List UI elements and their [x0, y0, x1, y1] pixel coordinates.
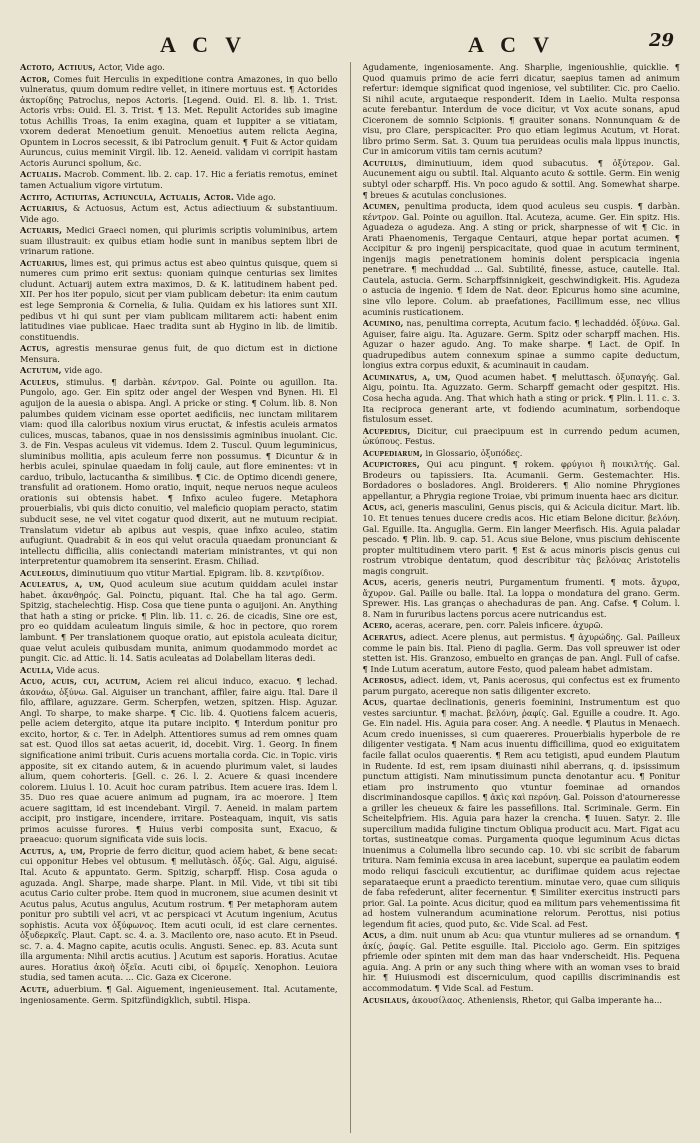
entry-headword: Actutum,: [20, 365, 62, 376]
left-column: [20, 62, 338, 1133]
dictionary-entry: [20, 343, 338, 364]
entry-headword: Acerosus,: [362, 675, 408, 686]
entry-text: stimulus. ¶ darbàn. κέντρον. Gal. Pointe ou aguillon. Ita. Pungolo, ago. Ger. Ein spitz oder angel der Wespen vnd Bynen. Hi. El aguijon de la auesia o abispa. Angl. A pricke or sting. ¶ Colum. lib. 8. Non palumbes quidem vicinam esse oportet aedificiis, nec iunctam militarem viam: quod illa caloribus noxium virus eructat, & infestis aculeis armatos culices, muscas, tabanos, quae in nos densissimis agminibus inuolant. Cic. 3. de Fin. Vespas aculeus vit videmus. Idem 2. Tuscul. Quum leguminicus, sluminibus mollitia, apis aculeum ferre non possumus. ¶ Dicuntur & in herbis aculei, spinulae quaedam in folij caule, aut flore eminentes: vt in carduo, tribulo, lactucantha & similibus. ¶ Cic. de Optimo dicendi genere, transfulit ad orationem. Homo oratio, inquit, neque neruos neque aculeos orationis sui obtensis habet. ¶ Infixo aculeo fugere. Metaphora prouerbialis, vbi quis dicto conuitio, vel maleficio quopiam peracto, statim subducit sese, ne vel vitet cogatur quod dixerit, aut ne mutuum recipiat. Translatum videtur ab apibus aut vespis, quae infixo aculeo, statim aufugiunt. Quadrabit & in eos qui velut oracula quaedam pronunciant & intellectu difficilia, aliis coniectandi materiam ministrantes, vt qui non interpretentur quamobrem ita senserint. Erasm. Chiliad.: [20, 376, 338, 567]
entry-text: Qui acu pingunt. ¶ rokem. φρύγιοι ἢ ποικιλτής. Gal. Brodeurs ou tapissiers. Ita. Acumanii. Germ. Gestemachter. His. Bordadores o bosladores. Angl. Broiderers. ¶ Alio nomine Phrygiones appellantur, a Phrygia regione Troiae, vbi primum inuenta haec ars dicitur.: [362, 459, 680, 501]
column-divider: [350, 62, 351, 1133]
dictionary-entry: [363, 620, 681, 631]
entry-text: Macrob. Comment. lib. 2. cap. 17. Hic a feriatis remotus, eminet tamen Actualium vigore virtutum.: [20, 169, 338, 191]
entry-headword: Aceratus,: [362, 631, 407, 642]
entry-headword: Actuarius,: [20, 257, 68, 268]
dictionary-entry: [363, 459, 681, 501]
dictionary-entry: [363, 448, 681, 459]
entry-text: penultima producta, idem quod aculeus seu cuspis. ¶ darbàn. κέντρον. Gal. Pointe ou aguillon. Ital. Acuteza, acume. Ger. Ein spitz. His. Aguadeza o agudeza. Ang. A sting or prick, sharpnesse of wit ¶ Cic. in Arati Phaenomenis, Tergaque Centauri, atque hepar portat acumen. ¶ Accipitur & pro ingenij perspicacitate, quod quae in acutum terminent, ingenijs magis penetrationem hominis dolent perspicacia ingenia penetrare. ¶ mechuddad ... Gal. Subtilité, finesse, astuce, cautelle. Ital. Cautela, astucia. Germ. Scharpffsinnigkeit, geschwindigkeit. His. Agudeza o astucia de ingenio. ¶ Idem de Nat. deor. Epicurus homo sine acumine, sine vllo lepore. Colum. ab praefationes, Facillimum esse, nec vllius acuminis rusticationem.: [362, 201, 680, 317]
entry-headword: Aculla,: [20, 664, 54, 675]
entry-headword: Actuaris,: [20, 225, 63, 236]
page-header: [20, 32, 680, 66]
dictionary-entry: [20, 665, 338, 676]
entry-headword: Actuarius,: [20, 203, 68, 214]
entry-headword: Acus,: [362, 577, 388, 588]
entry-text: Dicitur, cui praecipuum est in currendo pedum acumen, ὠκύπους. Festus.: [362, 425, 680, 447]
entry-text: agrestis mensurae genus fuit, de quo dictum est in dictione Mensura.: [20, 343, 338, 364]
entry-headword: Acupedius,: [362, 425, 411, 436]
dictionary-entry: [20, 225, 338, 257]
right-column: [363, 62, 681, 1133]
entry-text: Vide ago.: [233, 191, 276, 202]
dictionary-entry: [363, 995, 681, 1006]
entry-headword: Acus,: [362, 697, 388, 708]
entry-headword: Acupediarum,: [362, 447, 423, 458]
entry-text: in Glossario, ὀξυπόδες.: [422, 447, 523, 458]
entry-headword: Actor,: [20, 73, 50, 84]
entry-text: aci, generis masculini, Genus piscis, qui & Acicula dicitur. Mart. lib. 10. Et tenues tenues ducere credis acos. Hic etiam Belone dicitur. βελόνη. Gal. Eguille. Ita. Anguglia. Germ. Ein langer Meerfisch. His. Aguia paladar pescado. ¶ Plin. lib. 9. cap. 51. Acus siue Belone, vnus piscium dehiscente propter multitudinem vtero parit. ¶ Est & acus minoris piscis genus cui rostrum vtrobique dentatum, quod describitur τὰς βελόνας Aristotelis magis congruit.: [362, 502, 680, 576]
dictionary-entry: [363, 697, 681, 929]
dictionary-entry: [20, 377, 338, 567]
entry-text: diminutiuum, idem quod subacutus. ¶ ὀξύτερον. Gal. Aucunement aigu ou subtil. Ital. Alquanto acuto & sottile. Germ. Ein wenig subtyl oder scharpff. His. Vn poco agudo & sottil. Ang. Somewhat sharpe. ¶ breues & acutulas conclusiones.: [362, 157, 680, 200]
entry-text: Agudamente, ingeniosamente. Ang. Sharplie, ingenioushlie, quicklie. ¶ Quod quamuis primo de acie ferri dicatur, saepius tamen ad animum refertur: idemque significat quod ingeniose, vel subtiliter. Cic. pro Caelio. Si nihil acute, argutaeque responderit. Idem in Laelio. Multa responsa acute ferebantur. Interdum de voce dicitur, vt Vox acute sonans, apud Ciceronem de somnio Scipionis. ¶ grauiter sonans. Nonnunquam & de visu, pro Clare, perspicaciter. Pro quo etiam legimus Acutum, vt Horat. libro primo Serm. Sat. 3. Quum tua peruideas oculis mala lippus inunctis, Cur in amicorum vitiis tam cernis acutum?: [362, 62, 680, 157]
entry-text: Quod aculeum siue acutum quiddam aculei instar habet. ἀκανθηρός. Gal. Poinctu, piquant. Ital. Che ha tal ago. Germ. Spitzig, stachelechtig. Hisp. Cosa que tiene punta o aguijoni. An. Anything that hath a sting or pricke. ¶ Plin. lib. 11. c. 26. de cicadis, Sine ore est, pro eo quiddam aculeatum linguis simile, & hoc in pectore, quo rorem lambunt. ¶ Per translationem quoque oratio, aut epistola aculeata dicitur, quae velut aculeis quibusdam munita, animum quodammodo mordet ac pungit. Cic. ad Attic. li. 14. Satis aculeatas ad Dolabellam literas dedi.: [20, 579, 338, 664]
dictionary-entry: [363, 158, 681, 200]
entry-text: Actor, Vide ago.: [95, 62, 165, 72]
entry-headword: Aculeatus, a, um,: [20, 579, 105, 590]
entry-headword: Aculeolus,: [20, 567, 69, 578]
entry-headword: Acutus, a, um,: [20, 845, 86, 856]
entry-headword: Actito, Actiuitas, Actiuncula, Actualis, Actor.: [20, 191, 234, 202]
entry-text: Quod acumen habet. ¶ meluttasch. ὀξυπαγής. Gal. Aigu, pointu. Ita. Aguzzato. Germ. Scharpff gemacht oder gespitzt. His. Cosa hecha aguda. Ang. That which hath a sting or prick. ¶ Plin. l. 11. c. 3. Ita reciproca generant arte, vt fodiendo acuminatum, sorbendoque fistulosum esset.: [362, 371, 680, 425]
entry-text: Medici Graeci nomen, qui plurimis scriptis voluminibus, artem suam illustrauit: ex quibus etiam hodie sunt in manibus septem libri de vrinarum ratione.: [20, 225, 338, 257]
entry-headword: Acumen,: [362, 201, 400, 212]
dictionary-entry: [363, 930, 681, 993]
entry-text: quartae declinationis, generis foeminini, Instrumentum est quo vestes sarciuntur. ¶ machat. βελόνη, ῥαφίς. Gal. Eguille a coudre. It. Ago. Ge. Ein nadel. His. Aguia para coser. Ang. A needle. ¶ Plautus in Menaech. Acum credo inuenisses, si cum quaereres. Prouerbialis hyperbole de re diligenter vestigata. ¶ Nam acus inuentu difficillima, quod eo exiguitatem facile fallat oculos quaerentis. ¶ Rem acu tetigisti, apud eundem Plautum in Rudente. Id est, rem ipsam diuinasti nihil aberrans, q. d. ipsissimum punctum attigisti. Nam minutissimum puncta denotantur acu. ¶ Ponitur etiam pro instrumento quo vtuntur foeminae ad ornandos discriminandosque capillos. ¶ ἀκὶς καὶ περόνη. Gal. Poisson d'atourneresse a griller les cheueux & faire les passefillons. Ital. Scriminale. Germ. Ein Scheitelpfriem. His. Aguia para hazer la crencha. ¶ Iuuen. Satyr. 2. Ille supercilium madida fuligine tinctum Obliqua producit acu. Mart. Figat acu tortas, sustineatque comas. Purgamenta quoque leguminum Acus dictas inuenimus a Columella libro secundo cap. 10. vbi sic scribit de fabarum tritura. Nam feminia excusa in area iacebunt, superque ea paulatim eodem modo reliqui fasciculi excutientur, ac duriflimae quidem acus rejectae separataeque erunt a praedicto terentium. minutae vero, quae cum siliquis de faba refederunt, aliter fecernentur. ¶ Similiter exercitus instructi pars prior. Gal. La pointe. Acus dicitur, quod ea militum pars vehementissima fit ad hostem vulnerandum acuminatione relorum. Perottus, nisi potius legendum fit acies, quod puto, &c. Vide Scal. ad Fest.: [362, 697, 680, 929]
entry-headword: Acupictores,: [362, 459, 420, 470]
entry-headword: Acumino,: [362, 318, 404, 329]
entry-headword: Acutulus,: [362, 157, 407, 168]
entry-text: diminutiuum quo vtitur Martial. Epigram. lib. 8. κεντρίδιον.: [68, 567, 325, 578]
dictionary-entry: [363, 372, 681, 425]
dictionary-entry: [363, 426, 681, 447]
entry-headword: Acute,: [20, 984, 50, 995]
entry-text: a dim. nuit unum ab Acu: qua vtuntur mulieres ad se ornandum. ¶ ἀκίς, ῥαφίς. Gal. Petite esguille. Ital. Picciolo ago. Germ. Ein spitziges pfriemle oder spinten mit dem man das haar vnderscheidt. His. Pequena aguia. Ang. A prin or any such thing where with an woman vses to braid hir. ¶ Huiusmodi est discerniculum, quod capillis discriminandis est accommodatum. ¶ Vide Scal. ad Festum.: [362, 930, 680, 994]
entry-headword: Actoto, Actiuus,: [20, 62, 96, 72]
dictionary-entry: [363, 62, 681, 157]
dictionary-entry: [20, 203, 338, 224]
page-number: 29: [648, 30, 674, 51]
dictionary-entry: [20, 676, 338, 845]
text-columns: [20, 62, 680, 1133]
entry-text: Proprie de ferro dicitur, quod aciem habet, & bene secat: cui opponitur Hebes vel obtusum. ¶ mellutàsch. ὀξύς. Gal. Aigu, aiguisé. Ital. Acuto & appuntato. Germ. Spitzig, scharpff. Hisp. Cosa aguda o aguzada. Angl. Sharpe, made sharpe. Plant. in Mil. Vide, vt tibi sit tibi acutus Cario culter probe. Item quod in mucronem, siue acumen desinit vt Acutus palus, Acutus angulus, Acutum rostrum. ¶ Per metaphoram autem ponitur pro subtili vel acri, vt ac perspicaci vt Acutum ingenium, Acutus sophistis. Acuta vox ὀξύφωνος. Item acuti oculi, id est clare cernentes. ὀξυδερκεῖς. Plaut. Capt. sc. 4. a. 3. Macilento ore, naso acuto. Et in Pseud. sc. 7. a. 4. Magno capite, acutis oculis. Angusti. Senec. ep. 83. Acuta sunt illa argumenta: Nihil arctis acutius. ] Acutum est saporis. Horatius. Acutae aures. Horatius ἀκοὴ ὀξεῖα. Acuti cibi, οἱ δριμεῖς. Xenophon. Leuiora studia, sed tamen acuta. ... Cic. Gaza ex Cicerone.: [20, 845, 338, 983]
entry-text: & Actuosus, Actum est, Actus adiectiuum & substantiuum. Vide ago.: [20, 203, 338, 224]
dictionary-entry: [20, 568, 338, 579]
entry-headword: Acus,: [362, 930, 388, 941]
entry-headword: Acero,: [362, 620, 393, 631]
entry-text: vide ago.: [61, 365, 103, 376]
entry-headword: Acuminatus, a, um,: [362, 371, 451, 382]
dictionary-entry: [20, 258, 338, 342]
dictionary-entry: [363, 632, 681, 674]
entry-headword: Acusilaus,: [362, 994, 410, 1005]
entry-text: limes est, qui primus actus est abeo quintus quisque, quem si numeres cum primo erit sextus: quoniam quinque centurias sex limites cludunt. Actuarij autem extra maximos, D. & K. latitudinem habent ped. XII. Per hos iter populo, sicut per viam publicam debetur: ita enim cautum est lege Sempronia & Cornelia, & Iulia. Quidam ex his latiores sunt XII. pedibus vt hi qui sunt per viam publicam militarem acti: habent enim latitudines viae publicae. Haec tradita sunt ab Hygino in lib. de limitib. constituendis.: [20, 257, 338, 342]
entry-headword: Actus,: [20, 343, 50, 354]
entry-text: Comes fuit Herculis in expeditione contra Amazones, in quo bello vulneratus, quum domum redire vellet, in itinere mortuus est. ¶ Actorides ἀκτορίδης Patroclus, nepos Actoris. [Legend. Ouid. El. 8. lib. 1. Trist. Actoris vrbs: Ouid. El. 3. Trist. ¶ 13. Met. Repulit Actorides sub imagine totus Achillis Troas, Ia enim exagina, quam et Iuppiter a se vitiatam, vxorem dederat Menoetium genuit. Menoetius autem relicta Aegina, Opuntem in Locros secessit, & ibi Patroclum genuit. ¶ Fuit & Actor quidam Auruncus, cuius meminit Virgil. lib. 12. Aeneid. validam vi corripit hastam Actoris Aurunci spolium, &c.: [20, 73, 338, 168]
dictionary-entry: [20, 365, 338, 376]
entry-text: Aciem rei alicui induco, exacuo. ¶ lechad. ἀκονάω, ὀξύνω. Gal. Aiguiser un tranchant, affiler, faire aigu. Ital. Dare il filo, affilare, aguzzare. Germ. Scherpfen, wetzen, spitzen. Hisp. Aguzar. Angl. To sharpe, to make sharpe. ¶ Cic. lib. 4. Quotiens falcem acueris, pelle aciem detergito, atque ita putare incipito. ¶ Interdum ponitur pro excito, hortor, & c. Ter. in Adelph. Attentiores sumus ad rem omnes quam sat est. Quod illos sat aetas acuerit, id, docebit. Virg. 1. Georg. In finem significatione animi tribuit. Curis acuens mortalia corda. Cic. in Topic. viris apposite, sit ex citando autem, & in acuendo plurimum valet, si laudes alium, quem cohorteris. [Gell. c. 26. l. 2. Acuere & quasi incendere colorem. Liuius l. 10. Acuit hoc curam patribus. Item acuere iras. Idem l. 35. Duo res quae acuere animum ad pugnam, ira ac moerore. ] Item acuere sagittam, id est incendebant. Virgil. 7. Aeneid. in malam partem accipit, pro instigare, incendere, irritare. Posteaquam, inquit, vis satis primos acuisse furores. ¶ Huius verbi composita sunt, Exacuo, & praeacuo: quorum significata vide suis locis.: [20, 676, 338, 845]
entry-text: nas, penultima correpta, Acutum facio. ¶ lechaddéd. ὀξύνω. Gal. Aguiser, faire aigu. Ita. Aguzare. Germ. Spitz oder scharpff machen. His. Aguzar o hazer agudo. Ang. To make sharpe. ¶ Lact. de Opif. In quadrupedibus autem connexum spinae a summo capite deductum, longius extra corpus eduxit, & acuminauit in caudam.: [362, 318, 680, 371]
entry-text: adiect. Acere plenus, aut permistus. ¶ ἀχυρώδης. Gal. Pailleux comme le pain bis. Ital. Pieno di paglia. Germ. Das voll spreuwer ist oder stetten ist. His. Granzoso, embuelto en granças de pan. Angl. Full of cafse. ¶ Inde Lutum aceratum, autore Festo, quod paleam habet admistam.: [362, 631, 680, 674]
dictionary-entry: [363, 577, 681, 619]
dictionary-entry: [20, 192, 338, 203]
dictionary-entry: [363, 318, 681, 371]
entry-headword: Acus,: [362, 502, 388, 513]
entry-headword: Acuo, acuis, cui, acutum,: [20, 676, 141, 687]
entry-text: ἀκουσίλαος. Atheniensis, Rhetor, qui Galba imperante ha...: [409, 994, 663, 1005]
dictionary-entry: [20, 579, 338, 663]
entry-text: adiect. idem, vt, Panis acerosus, qui confectus est ex frumento parum purgato, acereque non satis diligenter excreto.: [362, 675, 680, 696]
entry-headword: Actualis.: [20, 169, 62, 180]
dictionary-entry: [20, 74, 338, 169]
entry-headword: Aculeus,: [20, 376, 60, 387]
entry-text: Vide acus.: [53, 664, 100, 675]
dictionary-entry: [363, 201, 681, 317]
dictionary-entry: [363, 675, 681, 696]
dictionary-entry: [20, 846, 338, 983]
dictionary-entry: [20, 169, 338, 190]
dictionary-entry: [20, 62, 338, 73]
running-head-left: A C V: [160, 32, 248, 57]
entry-text: aceris, generis neutri, Purgamentum frumenti. ¶ mots. ἄχυρα, ἄχυρον. Gal. Paille ou balle. Ital. La loppa o mondatura del grano. Germ. Sprewer. His. Las granças o ahechaduras de pan. Ang. Cafse. ¶ Colum. l. 8. Nam in fururibus lactens porcus acere nutricandus est.: [362, 577, 680, 619]
entry-text: aceras, acerare, pen. corr. Paleis inficere. ἀχυρῶ.: [392, 620, 603, 631]
dictionary-entry: [20, 984, 338, 1005]
dictionary-entry: [363, 502, 681, 576]
running-head-right: A C V: [468, 32, 556, 57]
entry-text: aduerbium. ¶ Gal. Aiguement, ingenieusement. Ital. Acutamente, ingeniosamente. Germ. Spitzfündigklich, subtil. Hispa.: [20, 984, 338, 1005]
